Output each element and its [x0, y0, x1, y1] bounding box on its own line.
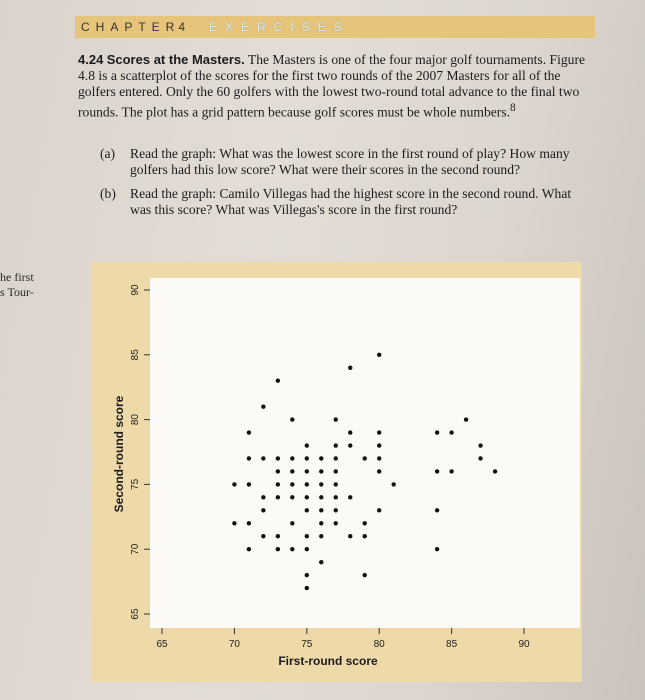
data-point — [261, 495, 265, 499]
data-point — [334, 417, 338, 421]
x-tick-label: 70 — [228, 639, 240, 650]
data-point — [377, 469, 381, 473]
chapter-label: CHAPTER — [81, 20, 181, 34]
data-point — [334, 521, 338, 525]
data-point — [305, 456, 309, 460]
data-point — [290, 521, 294, 525]
data-point — [493, 469, 497, 473]
data-point — [449, 469, 453, 473]
problem-body: The Masters is one of the four major golf tournaments. Figure 4.8 is a scatterplot of the scores for the first two rounds of the 2007 Masters for all of the golfers entered. Only the 60 golfers with the lowest two-round total advance to the final two rounds. The plot has a grid pattern because golf scores must be whole numbers. — [78, 52, 586, 120]
y-tick-label: 80 — [130, 414, 141, 426]
chapter-number: 4 — [178, 20, 188, 34]
x-axis-label: First-round score — [278, 654, 378, 668]
data-point — [449, 430, 453, 434]
data-point — [319, 534, 323, 538]
data-point — [290, 482, 294, 486]
part-a — [100, 146, 595, 178]
data-point — [290, 547, 294, 551]
fragment-line: he first — [0, 270, 34, 284]
data-point — [464, 417, 468, 421]
data-point — [247, 521, 251, 525]
problem-title: Scores at the Masters. — [106, 52, 245, 67]
data-point — [305, 534, 309, 538]
x-tick-label: 75 — [301, 639, 313, 650]
data-point — [377, 443, 381, 447]
footnote-marker: 8 — [510, 102, 516, 114]
section-label: EXERCISES — [209, 20, 350, 34]
facing-page-fragment — [0, 270, 60, 300]
data-point — [478, 456, 482, 460]
data-point — [290, 469, 294, 473]
data-point — [319, 482, 323, 486]
fragment-line: s Tour- — [0, 285, 34, 299]
data-point — [363, 573, 367, 577]
data-point — [232, 521, 236, 525]
data-point — [348, 495, 352, 499]
data-point — [276, 547, 280, 551]
problem-parts — [100, 146, 595, 226]
data-point — [276, 534, 280, 538]
chapter-header — [75, 16, 595, 38]
data-point — [334, 508, 338, 512]
part-text: Read the graph: What was the lowest score in the first round of play? How many golfers had this low score? What were their scores in the second round? — [130, 146, 570, 177]
x-tick-label: 80 — [373, 639, 385, 650]
scatterplot — [92, 262, 582, 682]
data-point — [319, 508, 323, 512]
data-point — [348, 443, 352, 447]
data-point — [290, 495, 294, 499]
data-point — [276, 379, 280, 383]
data-point — [305, 469, 309, 473]
part-b — [100, 186, 595, 218]
data-point — [232, 482, 236, 486]
part-text: Read the graph: Camilo Villegas had the highest score in the second round. What was this score? What was Villegas's score in the first round? — [130, 186, 572, 217]
data-point — [276, 482, 280, 486]
data-point — [319, 521, 323, 525]
data-point — [247, 482, 251, 486]
x-tick-label: 90 — [518, 639, 530, 650]
data-point — [305, 495, 309, 499]
x-tick-label: 65 — [156, 639, 168, 650]
data-point — [261, 508, 265, 512]
data-point — [435, 469, 439, 473]
data-point — [276, 456, 280, 460]
data-point — [363, 534, 367, 538]
data-point — [305, 443, 309, 447]
y-tick-label: 90 — [130, 284, 141, 296]
data-point — [319, 456, 323, 460]
data-point — [478, 443, 482, 447]
data-point — [261, 534, 265, 538]
data-point — [276, 495, 280, 499]
problem-text — [78, 52, 598, 121]
data-point — [305, 547, 309, 551]
data-point — [377, 456, 381, 460]
data-point — [363, 521, 367, 525]
y-tick-label: 70 — [130, 543, 141, 555]
data-point — [334, 495, 338, 499]
figure-background — [92, 262, 582, 682]
data-point — [348, 534, 352, 538]
data-point — [348, 430, 352, 434]
data-point — [334, 469, 338, 473]
data-point — [377, 353, 381, 357]
data-point — [261, 456, 265, 460]
data-point — [319, 469, 323, 473]
y-tick-label: 65 — [130, 608, 141, 620]
data-point — [290, 417, 294, 421]
data-point — [363, 456, 367, 460]
data-point — [319, 495, 323, 499]
data-point — [377, 430, 381, 434]
data-point — [377, 508, 381, 512]
data-point — [391, 482, 395, 486]
data-point — [305, 482, 309, 486]
data-point — [247, 430, 251, 434]
data-point — [435, 547, 439, 551]
data-point — [261, 404, 265, 408]
data-point — [334, 482, 338, 486]
data-point — [305, 586, 309, 590]
data-point — [348, 366, 352, 370]
data-point — [435, 430, 439, 434]
x-tick-label: 85 — [446, 639, 458, 650]
data-point — [305, 508, 309, 512]
problem-number: 4.24 — [78, 52, 104, 67]
y-axis-label: Second-round score — [112, 395, 126, 513]
y-tick-label: 85 — [130, 349, 141, 361]
data-point — [247, 456, 251, 460]
data-point — [247, 547, 251, 551]
data-point — [276, 469, 280, 473]
y-tick-label: 75 — [130, 478, 141, 490]
data-point — [334, 443, 338, 447]
data-point — [435, 508, 439, 512]
part-label: (b) — [100, 186, 116, 201]
data-point — [334, 456, 338, 460]
part-label: (a) — [100, 146, 116, 161]
data-point — [319, 560, 323, 564]
data-point — [290, 456, 294, 460]
data-point — [305, 573, 309, 577]
